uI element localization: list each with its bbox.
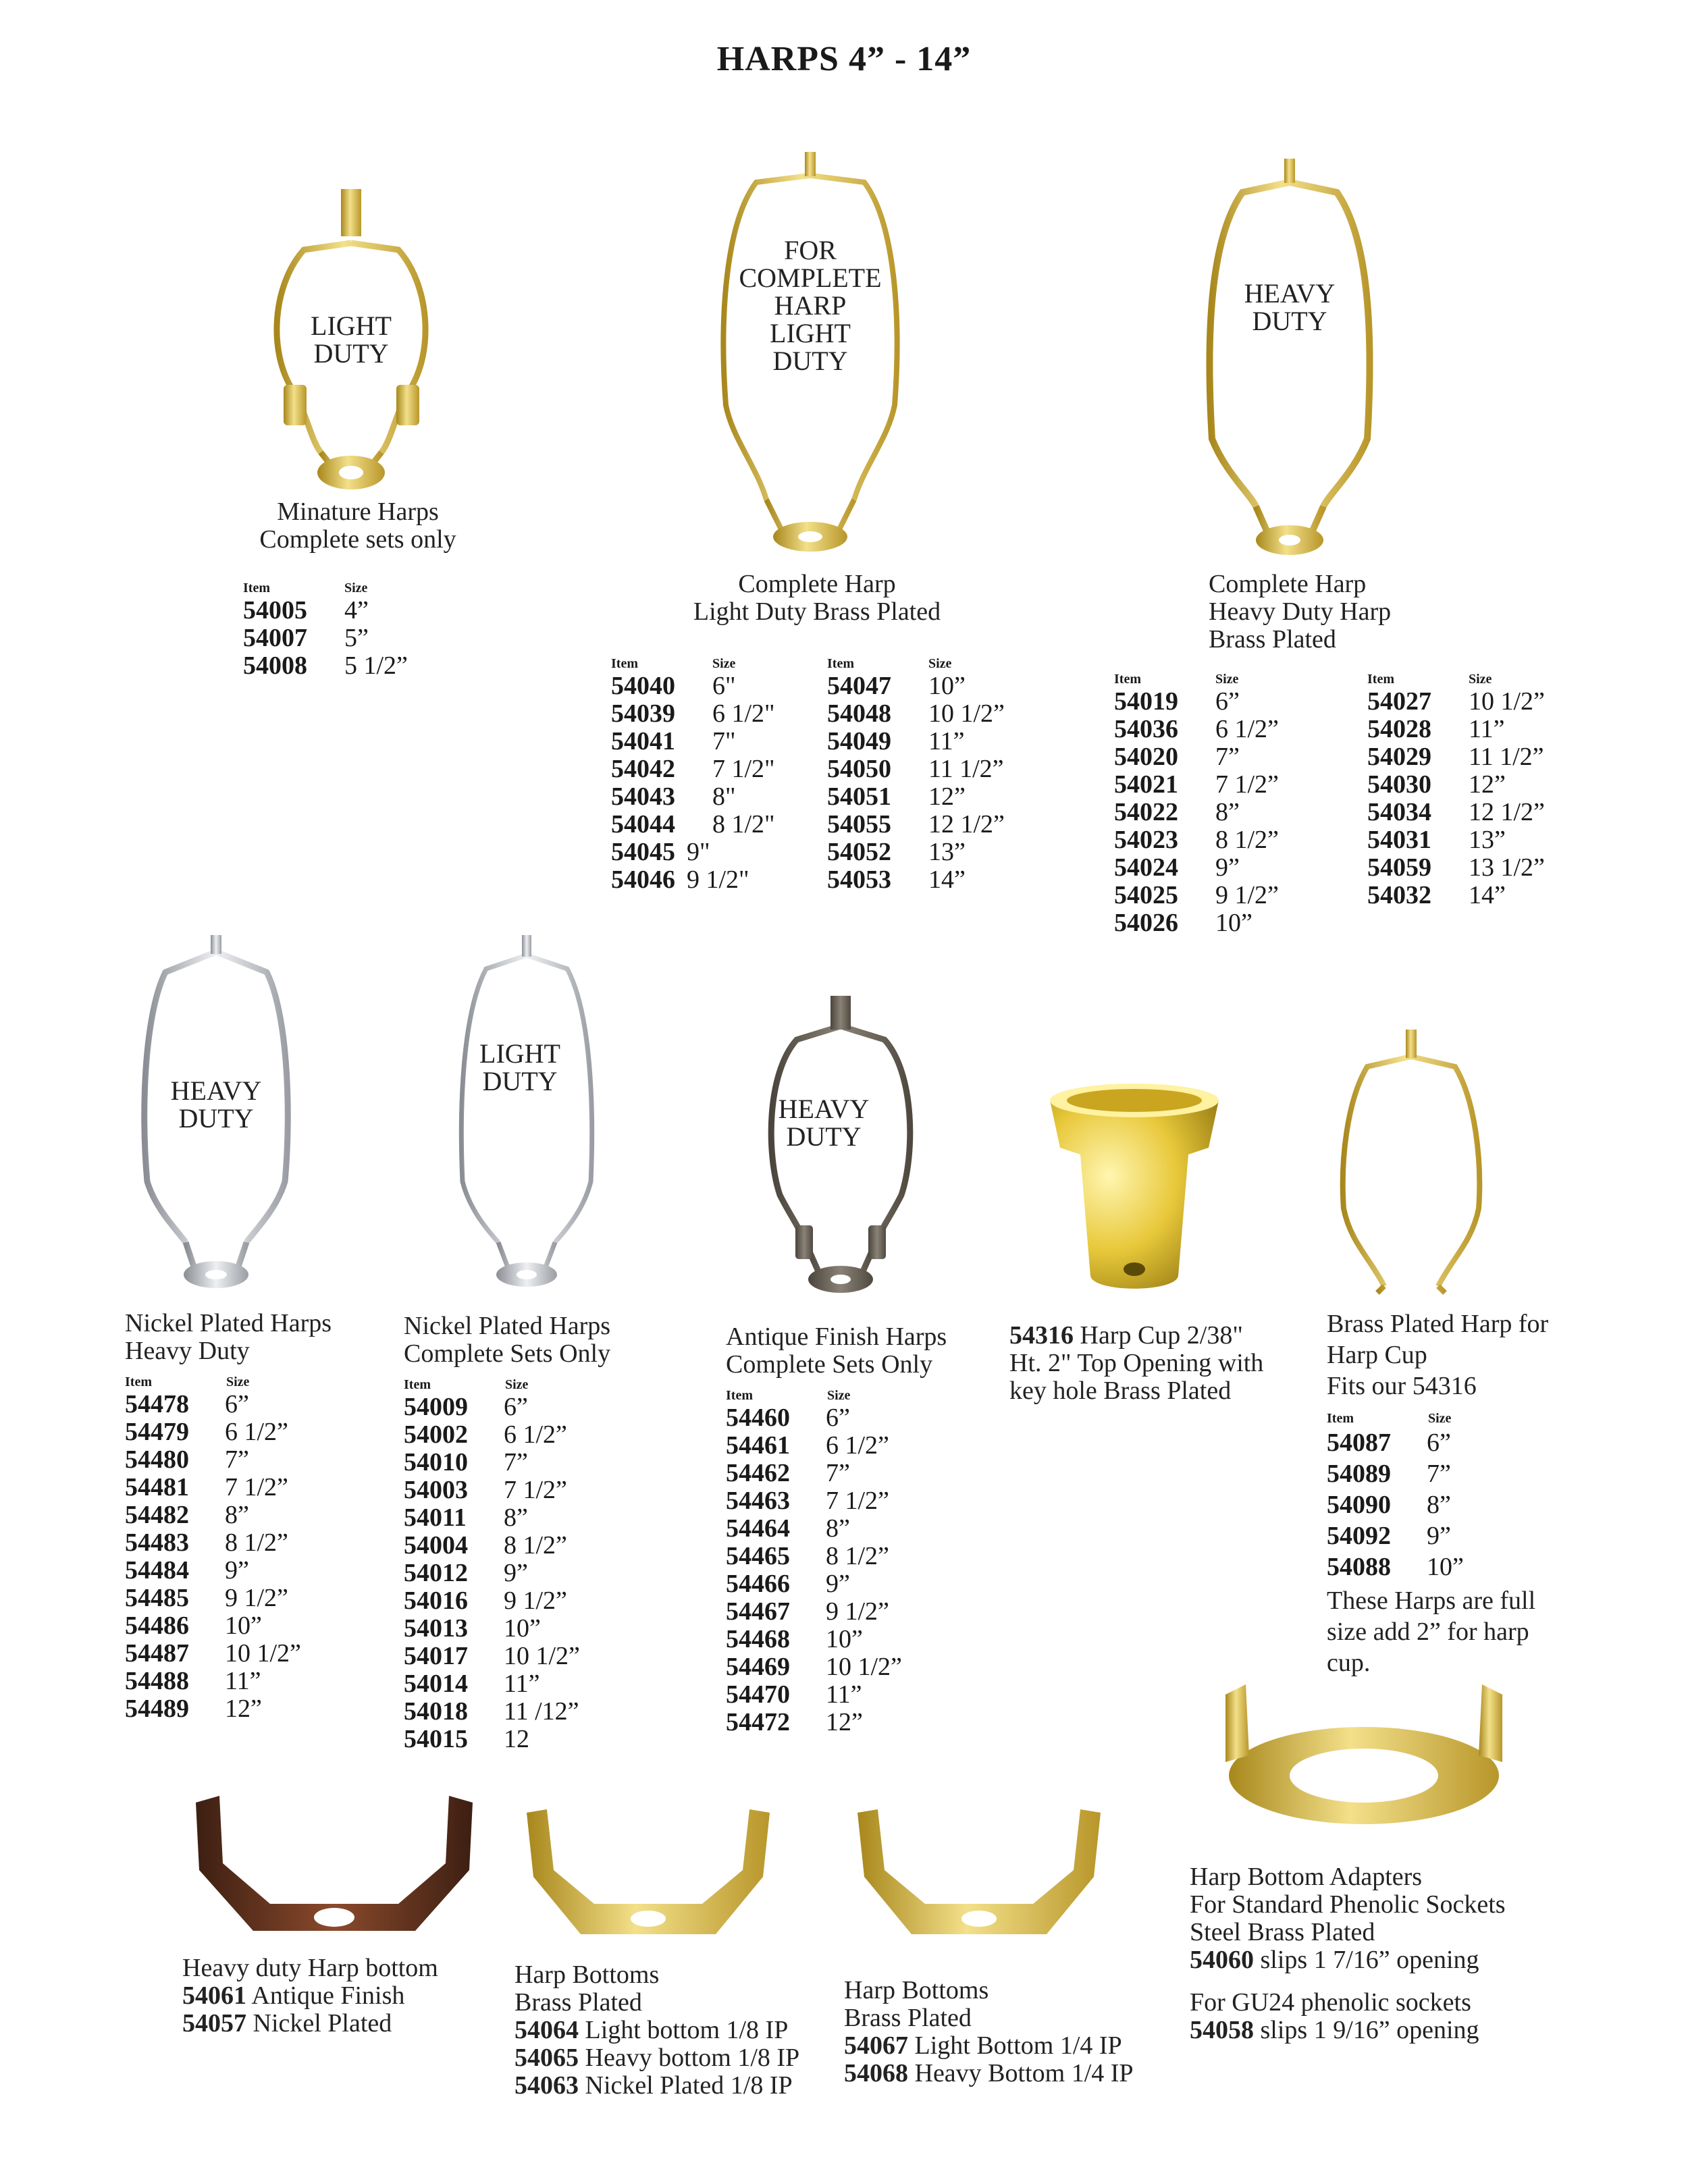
table-row: 54484 9”	[125, 1556, 249, 1584]
complete-heavy-table-1: Item Size 54019 6” 54036 6 1/2” 54020 7” 54021 7 1/2” 54022 8” 54023 8 1/2” 54024 9” 54025 9 1/2” 54026 10”	[1114, 672, 1317, 937]
table-row: 54012 9”	[404, 1559, 528, 1587]
table-row: 54486 10”	[125, 1612, 262, 1640]
table-row: 54036 6 1/2”	[1114, 715, 1279, 743]
table-row: 54463 7 1/2”	[726, 1487, 889, 1515]
table-row: 54034 12 1/2”	[1367, 798, 1545, 826]
table-row: 54467 9 1/2”	[726, 1597, 889, 1626]
table-row: 54019 6”	[1114, 687, 1240, 716]
bottoms-14-item-2: 54068	[844, 2059, 908, 2087]
table-row: 54482 8”	[125, 1501, 249, 1529]
table-row: 54024 9”	[1114, 853, 1240, 882]
table-row: 54042 7 1/2"	[611, 755, 775, 783]
table-row: 54044 8 1/2"	[611, 810, 775, 838]
table-row: 54032 14”	[1367, 881, 1506, 909]
table-row: 54485 9 1/2”	[125, 1584, 288, 1612]
table-row: 54481 7 1/2”	[125, 1473, 288, 1501]
complete-light-image-label: FOR COMPLETE HARP LIGHT DUTY	[739, 235, 882, 376]
adapters-item-1: 54060	[1190, 1946, 1254, 1974]
table-row: 54009 6”	[404, 1393, 528, 1421]
table-row: 54008 5 1/2”	[243, 651, 408, 680]
table-row: 54464 8”	[726, 1514, 850, 1543]
antique-table: Item Size 54460 6” 54461 6 1/2” 54462 7” 54463 7 1/2” 54464 8” 54465 8 1/2” 54466 9” 54467 9 1/2” 54468 10” 54469 10 1/2” 54470 11” 54472 12”	[726, 1388, 928, 1736]
table-row: 54023 8 1/2”	[1114, 826, 1279, 854]
miniature-image-label: LIGHT DUTY	[311, 311, 392, 369]
harp-bottoms-14-caption: Harp Bottoms Brass Plated 54067 Light Bottom 1/4 IP 54068 Heavy Bottom 1/4 IP	[844, 1976, 1134, 2087]
complete-heavy-table-2: Item Size 54027 10 1/2” 54028 11” 54029 11 1/2” 54030 12” 54034 12 1/2” 54031 13” 54059 13 1/2” 54032 14”	[1367, 672, 1583, 909]
table-row: 54014 11”	[404, 1670, 540, 1698]
table-row: 54011 8”	[404, 1503, 528, 1532]
bottoms-18-item-1: 54064	[515, 2016, 579, 2044]
table-row: 54089 7”	[1327, 1460, 1451, 1488]
heavy-bottom-caption: Heavy duty Harp bottom 54061 Antique Finish 54057 Nickel Plated	[182, 1954, 438, 2037]
table-row: 54087 6”	[1327, 1429, 1451, 1457]
table-row: 54016 9 1/2”	[404, 1587, 567, 1615]
table-row: 54047 10”	[827, 672, 966, 700]
table-row: 54489 12”	[125, 1695, 262, 1723]
table-row: 54479 6 1/2”	[125, 1418, 288, 1446]
complete-light-table-2: Item Size 54047 10” 54048 10 1/2” 54049 11” 54050 11 1/2” 54051 12” 54055 12 1/2” 54052 13” 54053 14”	[827, 656, 1030, 894]
table-row: 54040 6"	[611, 672, 736, 700]
table-row: 54052 13”	[827, 838, 966, 866]
table-row: 54022 8”	[1114, 798, 1240, 826]
table-row: 54004 8 1/2”	[404, 1531, 567, 1560]
table-row: 54470 11”	[726, 1680, 862, 1709]
complete-heavy-caption: Complete Harp Heavy Duty Harp Brass Plated	[1209, 570, 1392, 654]
table-row: 54007 5”	[243, 624, 369, 652]
harp-bottom-adapter-image	[1209, 1674, 1519, 1830]
brass-for-cup-note: These Harps are full size add 2” for harp cup.	[1327, 1587, 1536, 1677]
table-row: 54461 6 1/2”	[726, 1431, 889, 1460]
table-row: 54487 10 1/2”	[125, 1639, 301, 1668]
page-title: HARPS 4” - 14”	[716, 40, 972, 78]
complete-light-table-1: Item Size 54040 6" 54039 6 1/2" 54041 7" 54042 7 1/2" 54043 8" 54044 8 1/2" 54045 9" 54046 9 1/2"	[611, 656, 814, 894]
miniature-caption: Minature Harps Complete sets only	[259, 498, 456, 554]
table-row: 54025 9 1/2”	[1114, 881, 1279, 909]
miniature-table: Item Size 54005 4” 54007 5” 54008 5 1/2”	[243, 581, 419, 680]
nickel-heavy-caption: Nickel Plated Harps Heavy Duty	[125, 1309, 332, 1365]
table-row: 54010 7”	[404, 1448, 528, 1476]
table-row: 54041 7"	[611, 727, 736, 755]
adapters-caption: Harp Bottom Adapters For Standard Phenolic Sockets Steel Brass Plated 54060 slips 1 7/16” opening For GU24 phenolic sockets 54058 slips 1 9/16” opening	[1190, 1863, 1506, 2044]
brass-for-cup-caption: Brass Plated Harp for Harp Cup Fits our 54316	[1327, 1310, 1549, 1400]
table-row: 54018 11 /12”	[404, 1697, 579, 1726]
table-row: 54043 8"	[611, 782, 736, 811]
table-row: 54017 10 1/2”	[404, 1642, 580, 1670]
complete-heavy-image-label: HEAVY DUTY	[1244, 278, 1336, 336]
table-row: 54039 6 1/2"	[611, 699, 775, 728]
table-row: 54005 4”	[243, 596, 369, 624]
table-row: 54028 11”	[1367, 715, 1505, 743]
table-row: 54002 6 1/2”	[404, 1420, 567, 1449]
table-row: 54059 13 1/2”	[1367, 853, 1545, 882]
table-row: 54462 7”	[726, 1459, 850, 1487]
nickel-light-harp-image	[446, 932, 608, 1296]
nickel-heavy-image-label: HEAVY DUTY	[170, 1075, 262, 1134]
harp-cup-item: 54316	[1009, 1321, 1074, 1350]
table-row: 54488 11”	[125, 1667, 261, 1695]
heavy-bottom-item-1: 54061	[182, 1981, 246, 2010]
table-row: 54483 8 1/2”	[125, 1528, 288, 1557]
table-row: 54013 10”	[404, 1614, 541, 1643]
bottoms-18-item-2: 54065	[515, 2044, 579, 2072]
nickel-light-table: Item Size 54009 6” 54002 6 1/2” 54010 7” 54003 7 1/2” 54011 8” 54004 8 1/2” 54012 9” 54016 9 1/2” 54013 10” 54017 10 1/2” 54014 11” 54018 11 /12” 54015 12	[404, 1377, 606, 1753]
table-row: 54021 7 1/2”	[1114, 770, 1279, 799]
table-row: 54051 12”	[827, 782, 966, 811]
table-row: 54465 8 1/2”	[726, 1542, 889, 1570]
table-row: 54469 10 1/2”	[726, 1653, 902, 1681]
nickel-heavy-table: Item Size 54478 6” 54479 6 1/2” 54480 7” 54481 7 1/2” 54482 8” 54483 8 1/2” 54484 9” 54485 9 1/2” 54486 10” 54487 10 1/2” 54488 11” 54489 12”	[125, 1375, 327, 1723]
brass-harp-for-cup-image	[1323, 1026, 1499, 1296]
adapters-item-2: 54058	[1190, 2016, 1254, 2044]
table-row: 54472 12”	[726, 1708, 863, 1736]
table-row: 54050 11 1/2”	[827, 755, 1004, 783]
table-row: 54468 10”	[726, 1625, 863, 1653]
bottoms-14-item-1: 54067	[844, 2031, 908, 2060]
harp-cup-image	[1040, 1073, 1229, 1303]
antique-image-label: HEAVY DUTY	[778, 1094, 870, 1152]
table-row: 54053 14”	[827, 865, 966, 894]
harp-cup-caption: 54316 Harp Cup 2/38" Ht. 2" Top Opening with key hole Brass Plated	[1009, 1321, 1264, 1405]
nickel-light-image-label: LIGHT DUTY	[479, 1038, 560, 1096]
nickel-light-caption: Nickel Plated Harps Complete Sets Only	[404, 1312, 611, 1368]
heavy-bottom-item-2: 54057	[182, 2009, 246, 2037]
bottoms-18-item-3: 54063	[515, 2071, 579, 2100]
complete-heavy-harp-image	[1188, 155, 1391, 567]
complete-light-caption: Complete Harp Light Duty Brass Plated	[693, 570, 941, 626]
table-row: 54478 6”	[125, 1390, 249, 1418]
harp-bottoms-18-image	[520, 1803, 776, 1958]
brass-for-cup-table: Item Size 54087 6” 54089 7” 54090 8” 54092 9” 54088 10”	[1327, 1411, 1529, 1582]
table-row: 54460 6”	[726, 1404, 850, 1432]
table-row: 54045 9"	[611, 838, 710, 866]
table-row: 54015 12	[404, 1725, 529, 1753]
table-row: 54031 13”	[1367, 826, 1506, 854]
harp-bottoms-18-caption: Harp Bottoms Brass Plated 54064 Light bottom 1/8 IP 54065 Heavy bottom 1/8 IP 54063 Nickel Plated 1/8 IP	[515, 1961, 800, 2100]
table-row: 54088 10”	[1327, 1553, 1464, 1581]
table-row: 54048 10 1/2”	[827, 699, 1005, 728]
table-row: 54027 10 1/2”	[1367, 687, 1545, 716]
table-row: 54026 10”	[1114, 909, 1252, 937]
table-row: 54030 12”	[1367, 770, 1506, 799]
table-row: 54049 11”	[827, 727, 965, 755]
table-row: 54092 9”	[1327, 1522, 1451, 1550]
table-row: 54090 8”	[1327, 1491, 1451, 1519]
antique-caption: Antique Finish Harps Complete Sets Only	[726, 1323, 947, 1379]
table-row: 54020 7”	[1114, 743, 1240, 771]
table-row: 54466 9”	[726, 1570, 850, 1598]
table-row: 54480 7”	[125, 1445, 249, 1474]
table-row: 54055 12 1/2”	[827, 810, 1005, 838]
table-row: 54046 9 1/2"	[611, 865, 749, 894]
table-row: 54003 7 1/2”	[404, 1476, 567, 1504]
table-row: 54029 11 1/2”	[1367, 743, 1544, 771]
harp-bottoms-14-image	[851, 1803, 1107, 1958]
heavy-duty-harp-bottom-image	[182, 1789, 486, 1944]
